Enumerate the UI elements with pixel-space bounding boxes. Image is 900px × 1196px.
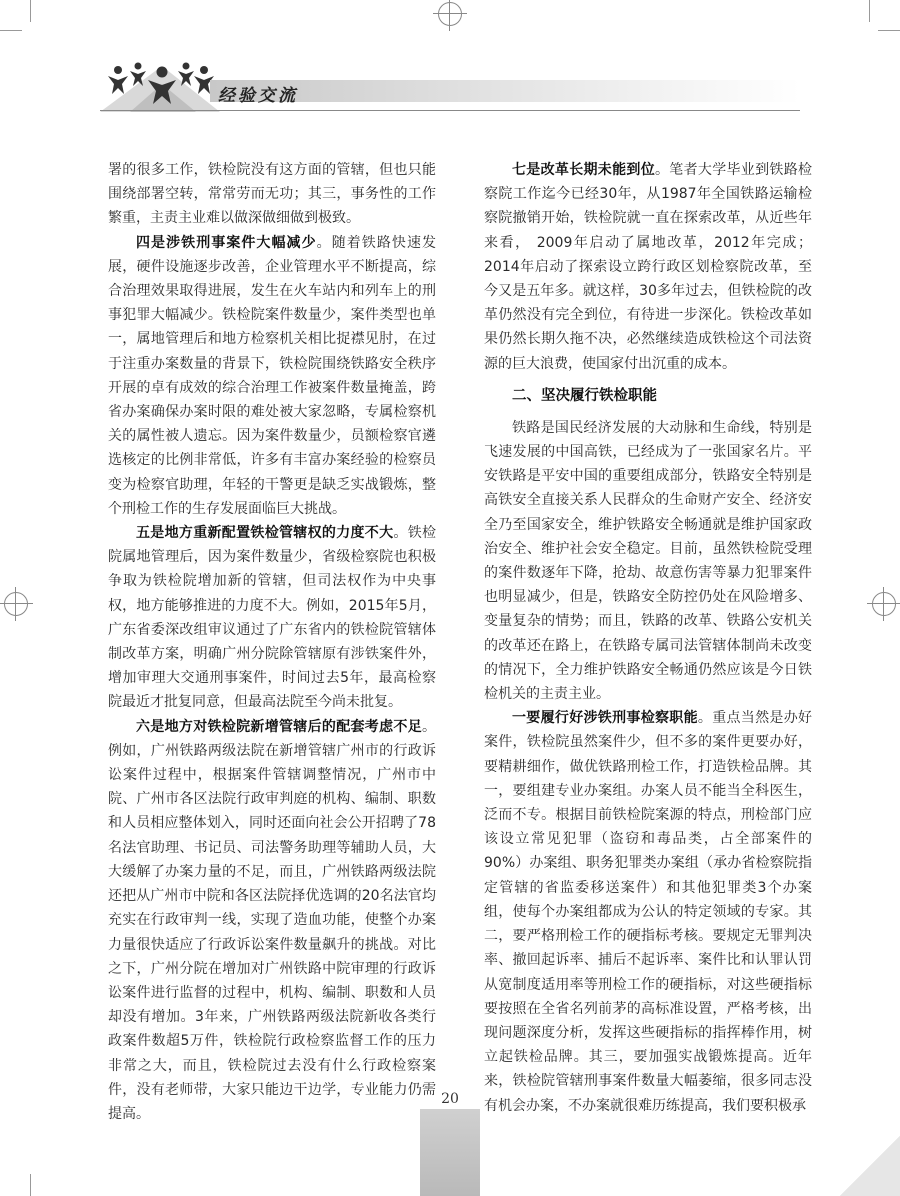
crop-mark-top-right-v [869, 0, 870, 22]
paragraph [108, 521, 436, 715]
paragraph-text: 署的很多工作，铁检院没有这方面的管辖，但也只能围绕部署空转，常常劳而无功；其三，事务性的工作繁重，主责主业难以做深做细做到极致。 [108, 162, 436, 227]
paragraph [484, 416, 812, 706]
paragraph-lead: 五是地方重新配置铁检管辖权的力度不大 [136, 525, 394, 542]
page-corner-shade [840, 1136, 900, 1196]
paragraph [108, 231, 436, 521]
paragraph-text: 。随着铁路快速发展，硬件设施逐步改善，企业管理水平不断提高，综合治理效果取得进展，发生在火车站内和列车上的刑事犯罪大幅减少。铁检院案件数量少，案件类型也单一，属地管理后和地方检察机关相比捉襟见肘，在过于注重办案数量的背景下，铁检院围绕铁路安全秩序开展的卓有成效的综合治理工作被案件数量掩盖，跨省办案确保办案时限的难处被大家忽略，专属检察机关的属性被人遗忘。因为案件数量少，员额检察官遴选核定的比例非常低，许多有丰富办案经验的检察员变为检察官助理，年轻的干警更是缺乏实战锻炼，整个刑检工作的生存发展面临巨大挑战。 [108, 234, 437, 517]
registration-mark-left [4, 592, 28, 616]
paragraph-lead: 四是涉铁刑事案件大幅减少 [136, 234, 317, 251]
paragraph [108, 158, 436, 231]
paragraph-text: 。笔者大学毕业到铁路检察院工作迄今已经30年，从1987年全国铁路运输检察院撤销开始，铁检院就一直在探索改革，从近些年来看， 2009年启动了属地改革，2012年完成；2014年启动了探索设立跨行政区划检察院改革，至今又是五年多。就这样，30多年过去，但铁检院的改革仍然没有完全到位，有待进一步深化。铁检改革如果仍然长期久拖不决，必然继续造成铁检这个司法资源的巨大浪费，使国家付出沉重的成本。 [484, 162, 812, 372]
paragraph-text: 。重点当然是办好案件，铁检院虽然案件少，但不多的案件更要办好，要精耕细作，做优铁路刑检工作，打造铁检品牌。其一，要组建专业办案组。办案人员不能当全科医生，泛而不专。根据目前铁检院案源的特点，刑检部门应该设立常见犯罪（盗窃和毒品类，占全部案件的90%）办案组、职务犯罪类办案组（承办省检察院指定管辖的省监委移送案件）和其他犯罪类3个办案组，使每个办案组都成为公认的特定领域的专家。其二，要严格刑检工作的硬指标考核。要规定无罪判决率、撤回起诉率、捕后不起诉率、案件比和认罪认罚从宽制度适用率等刑检工作的硬指标，对这些硬指标要按照在全省名列前茅的高标准设置，严格考核，出现问题深度分析，发挥这些硬指标的指挥棒作用，树立起铁检品牌。其三，要加强实战锻炼提高。近年来，铁检院管辖刑事案件数量大幅萎缩，很多同志没有机会办案，不办案就很难历练提高，我们要积极承 [484, 710, 813, 1114]
header-figures-logo-icon [100, 58, 220, 114]
section-title: 经验交流 [218, 86, 298, 106]
paragraph-text: 。例如，广州铁路两级法院在新增管辖广州市的行政诉讼案件过程中，根据案件管辖调整情况，广州市中院、广州市各区法院行政审判庭的机构、编制、职数和人员相应整体划入，同时还面向社会公开招聘了78名法官助理、书记员、司法警务助理等辅助人员，大大缓解了办案力量的不足，而且，广州铁路两级法院还把从广州市中院和各区法院择优选调的20名法官均充实在行政审判一线，实现了造血功能，使整个办案力量很快适应了行政诉讼案件数量飙升的挑战。对比之下，广州分院在增加对广州铁路中院审理的行政诉讼案件进行监督的过程中，机构、编制、职数和人员却没有增加。3年来，广州铁路两级法院新收各类行政案件数超5万件，铁检院行政检察监督工作的压力非常之大，而且，铁检院过去没有什么行政检察案件，没有老师带，大家只能边干边学，专业能力仍需提高。 [108, 718, 436, 1122]
left-column [108, 158, 436, 1126]
header-rule [100, 110, 800, 111]
paragraph [484, 706, 812, 1117]
paragraph [484, 158, 812, 376]
page-footer-tab [420, 1109, 480, 1196]
registration-mark-right [872, 592, 896, 616]
paragraph-text: 铁路是国民经济发展的大动脉和生命线，特别是飞速发展的中国高铁，已经成为了一张国家名片。平安铁路是平安中国的重要组成部分，铁路安全特别是高铁安全直接关系人民群众的生命财产安全、经济安全乃至国家安全，维护铁路安全畅通就是维护国家政治安全、维护社会安全稳定。目前，虽然铁检院受理的案件数逐年下降，抢劫、故意伤害等暴力犯罪案件也明显减少，但是，铁路安全防控仍处在风险增多、变量复杂的情势；而且，铁路的改革、铁路公安机关的改革还在路上，在铁路专属司法管辖体制尚未改变的情况下，全力维护铁路安全畅通仍然应该是今日铁检机关的主责主业。 [484, 419, 812, 703]
paragraph-lead: 一要履行好涉铁刑事检察职能 [512, 710, 698, 727]
crop-mark-top-left-h [0, 30, 22, 31]
registration-mark-top [438, 2, 462, 26]
page-number: 20 [441, 1091, 459, 1107]
paragraph [108, 715, 436, 1126]
header-band [210, 80, 800, 102]
paragraph-text: 。铁检院属地管理后，因为案件数量少，省级检察院也积极争取为铁检院增加新的管辖，但司法权作为中央事权，地方能够推进的力度不大。例如，2015年5月，广东省委深改组审议通过了广东省内的铁检院管辖体制改革方案，明确广州分院除管辖原有涉铁案件外，增加审理大交通刑事案件，时间过去5年，最高检察院最近才批复同意，但最高法院至今尚未批复。 [108, 525, 437, 711]
crop-mark-bottom-left-v [30, 1174, 31, 1196]
crop-mark-top-right-h [878, 30, 900, 31]
right-column [484, 158, 812, 1118]
section-header [100, 58, 800, 122]
paragraph-lead: 七是改革长期未能到位 [512, 162, 655, 178]
paragraph-lead: 六是地方对铁检院新增管辖后的配套考虑不足 [136, 718, 422, 735]
crop-mark-top-left-v [30, 0, 31, 22]
section-heading: 二、坚决履行铁检职能 [512, 387, 657, 404]
